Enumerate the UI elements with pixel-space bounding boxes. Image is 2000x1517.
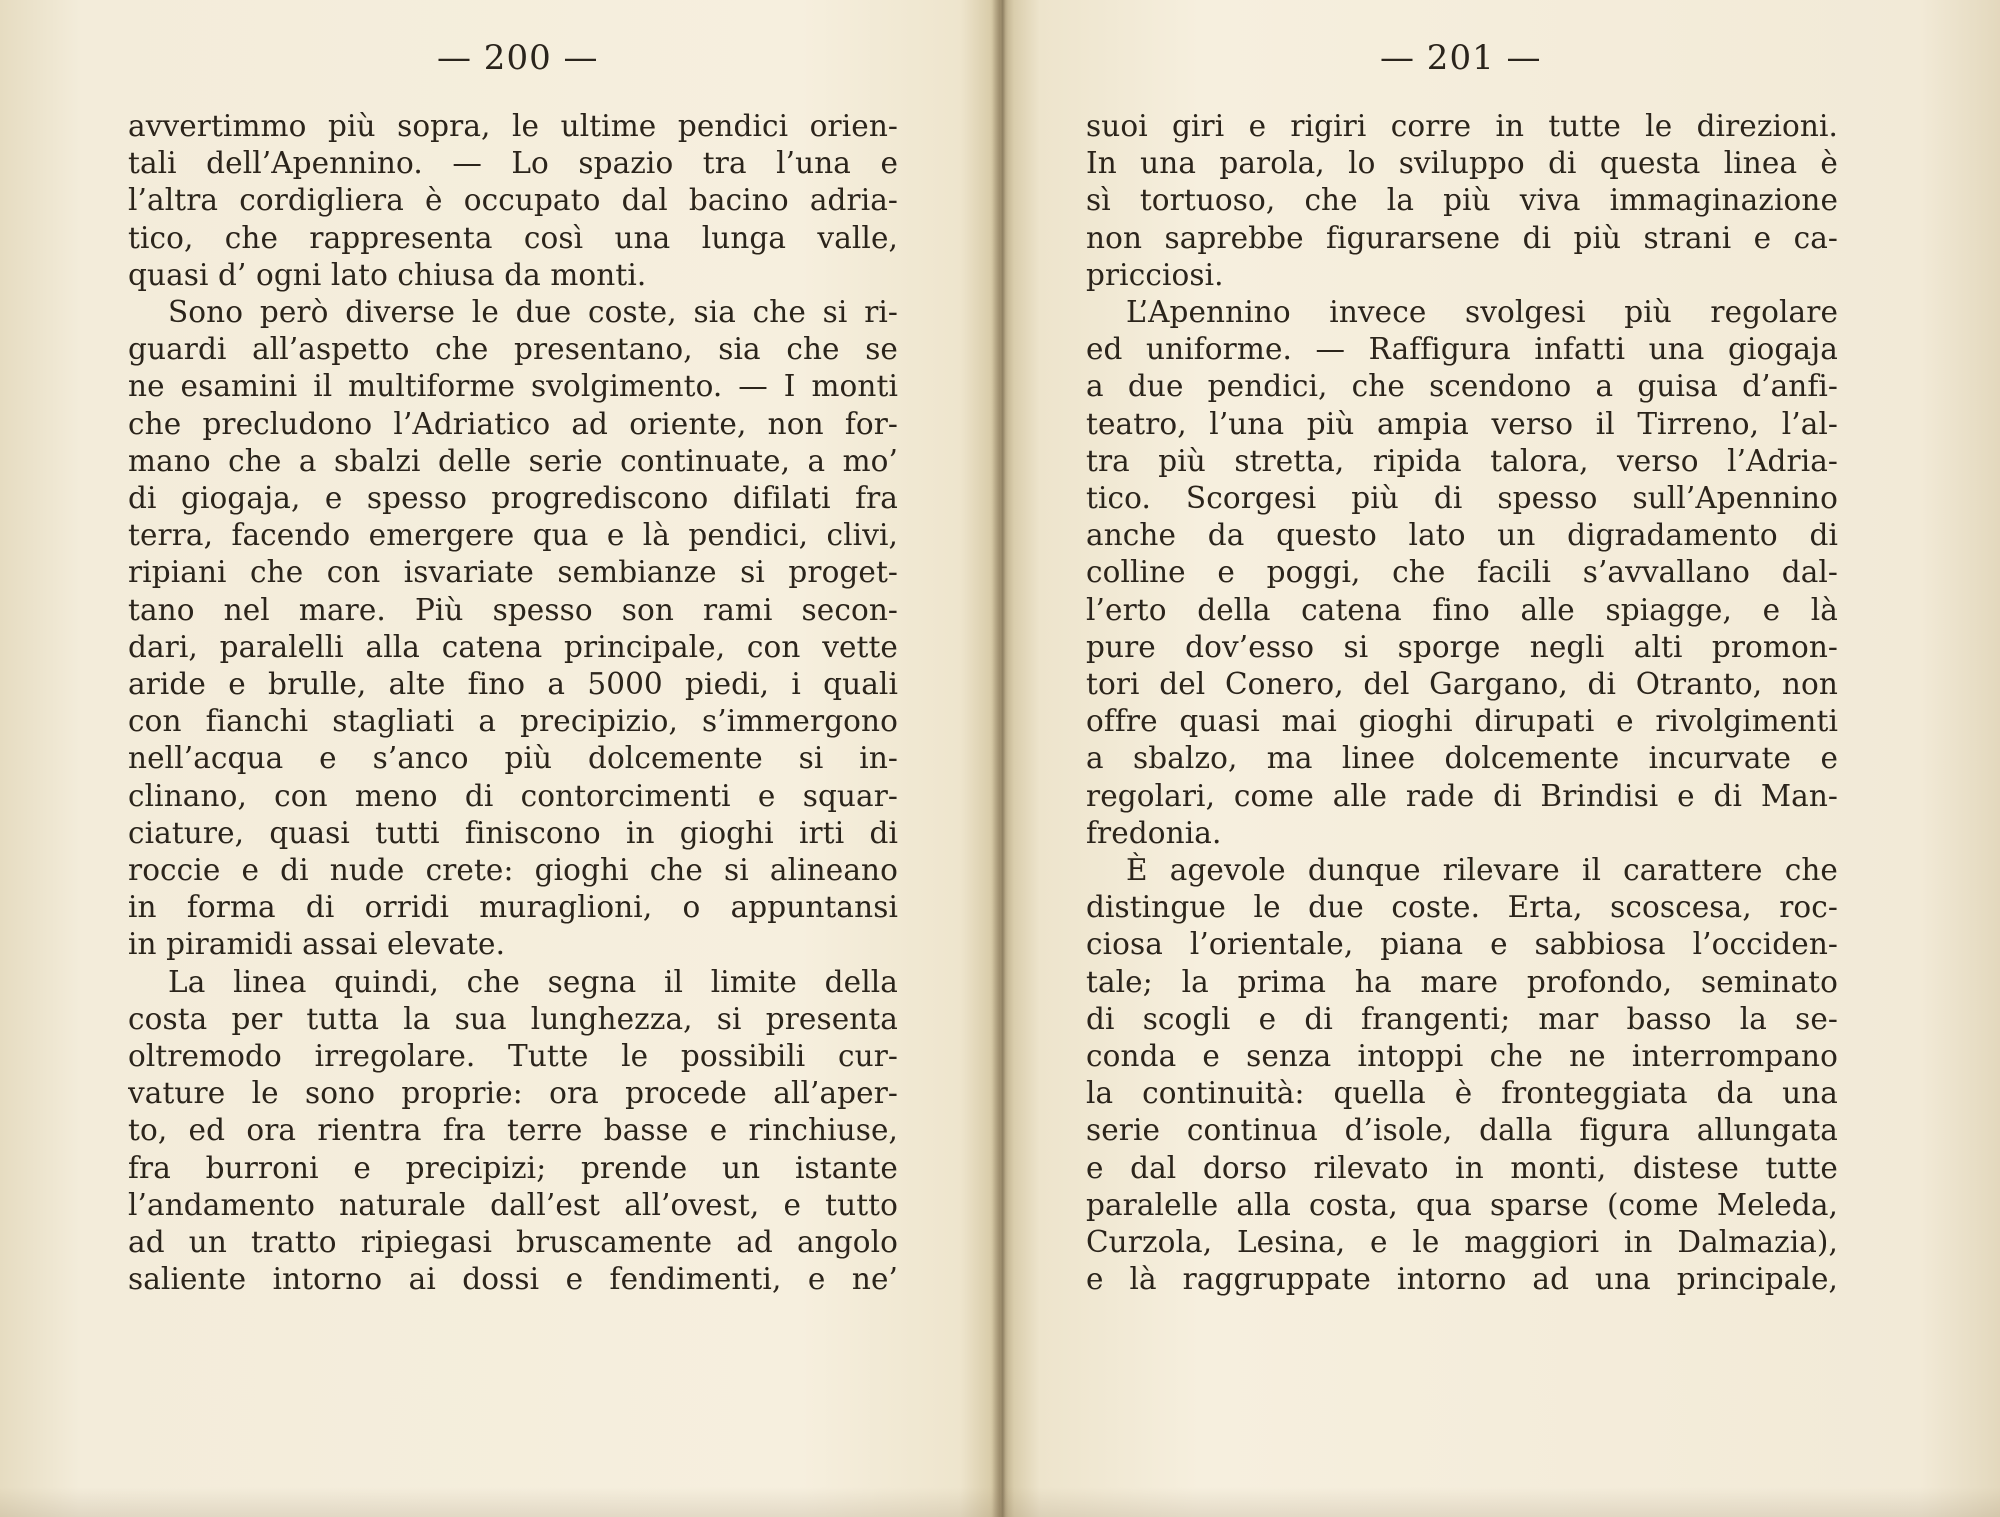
text-line: terra, facendo emergere qua e là pendici, clivi, <box>128 518 898 553</box>
text-line: di giogaja, e spesso progrediscono difilati fra <box>128 481 898 516</box>
text-line: roccie e di nude crete: gioghi che si alineano <box>128 853 898 888</box>
text-line: tico. Scorgesi più di spesso sull’Apennino <box>1086 481 1838 516</box>
text-line: avvertimmo più sopra, le ultime pendici orien- <box>128 109 898 143</box>
text-line: fra burroni e precipizi; prende un istante <box>128 1150 898 1185</box>
text-line: tra più stretta, ripida talora, verso l’Adria- <box>1086 443 1838 478</box>
text-line: a due pendici, che scendono a guisa d’anfi- <box>1086 369 1838 404</box>
text-line: anche da questo lato un digradamento di <box>1086 518 1838 553</box>
text-line: di scogli e di frangenti; mar basso la se- <box>1086 1001 1838 1036</box>
text-line: suoi giri e rigiri corre in tutte le direzioni. <box>1086 109 1838 143</box>
text-line: ed uniforme. — Raffigura infatti una giogaja <box>1086 332 1838 367</box>
text-line: vature le sono proprie: ora procede all’aper- <box>128 1076 898 1111</box>
text-line: ciosa l’orientale, piana e sabbiosa l’occiden- <box>1086 927 1838 962</box>
text-line: l’altra cordigliera è occupato dal bacino adria- <box>128 183 898 218</box>
text-line: L’Apennino invece svolgesi più regolare <box>1126 295 1838 330</box>
text-line: l’erto della catena fino alle spiagge, e là <box>1086 592 1838 627</box>
text-line: distingue le due coste. Erta, scoscesa, roc- <box>1086 890 1838 925</box>
text-line: tori del Conero, del Gargano, di Otranto, non <box>1086 667 1838 702</box>
text-line: pure dov’esso si sporge negli alti promon- <box>1086 629 1838 664</box>
text-line: in piramidi assai elevate. <box>128 927 506 962</box>
page-bottom-edge <box>0 1487 2000 1517</box>
text-line: l’andamento naturale dall’est all’ovest, e tutto <box>128 1187 898 1222</box>
text-line: saliente intorno ai dossi e fendimenti, e ne’ <box>128 1262 898 1297</box>
text-line: guardi all’aspetto che presentano, sia che se <box>128 332 898 367</box>
text-line: ne esamini il multiforme svolgimento. — I monti <box>128 369 898 404</box>
text-line: clinano, con meno di contorcimenti e squar- <box>128 778 898 813</box>
right-page-number: — 201 — <box>1380 38 1542 78</box>
text-line: quasi d’ ogni lato chiusa da monti. <box>128 257 647 292</box>
text-line: fredonia. <box>1086 815 1222 850</box>
text-line: sì tortuoso, che la più viva immaginazione <box>1086 183 1838 218</box>
text-line: tali dell’Apennino. — Lo spazio tra l’una e <box>128 146 898 181</box>
left-page-text <box>128 108 898 1299</box>
text-line: teatro, l’una più ampia verso il Tirreno, l’al- <box>1086 406 1838 441</box>
text-line: con fianchi stagliati a precipizio, s’immergono <box>128 704 898 739</box>
text-line: La linea quindi, che segna il limite della <box>168 964 898 999</box>
text-line: colline e poggi, che facili s’avvallano dal- <box>1086 555 1838 590</box>
text-line: tico, che rappresenta così una lunga valle, <box>128 220 898 255</box>
text-line: tano nel mare. Più spesso son rami secon- <box>128 592 898 627</box>
text-line: aride e brulle, alte fino a 5000 piedi, i quali <box>128 667 898 702</box>
text-line: che precludono l’Adriatico ad oriente, non for- <box>128 406 898 441</box>
text-line: offre quasi mai gioghi dirupati e rivolgimenti <box>1086 704 1838 739</box>
text-line: pricciosi. <box>1086 257 1224 292</box>
text-line: e dal dorso rilevato in monti, distese tutte <box>1086 1150 1838 1185</box>
text-line: Curzola, Lesina, e le maggiori in Dalmazia), <box>1086 1225 1838 1260</box>
text-line: conda e senza intoppi che ne interrompano <box>1086 1039 1838 1074</box>
left-page-number: — 200 — <box>437 38 599 78</box>
text-line: la continuità: quella è fronteggiata da una <box>1086 1076 1838 1111</box>
text-line: paralelle alla costa, qua sparse (come Meleda, <box>1086 1187 1838 1222</box>
text-line: a sbalzo, ma linee dolcemente incurvate e <box>1086 741 1838 776</box>
text-line: costa per tutta la sua lunghezza, si presenta <box>128 1001 898 1036</box>
text-line: nell’acqua e s’anco più dolcemente si in- <box>128 741 898 776</box>
text-line: regolari, come alle rade di Brindisi e di Man- <box>1086 778 1838 813</box>
text-line: dari, paralelli alla catena principale, con vette <box>128 629 898 664</box>
text-line: oltremodo irregolare. Tutte le possibili cur- <box>128 1039 898 1074</box>
text-line: In una parola, lo sviluppo di questa linea è <box>1086 146 1838 181</box>
text-line: non saprebbe figurarsene di più strani e ca- <box>1086 220 1838 255</box>
text-line: in forma di orridi muraglioni, o appuntansi <box>128 890 898 925</box>
text-line: È agevole dunque rilevare il carattere che <box>1126 853 1838 888</box>
text-line: mano che a sbalzi delle serie continuate, a mo’ <box>128 443 898 478</box>
text-line: tale; la prima ha mare profondo, seminato <box>1086 964 1838 999</box>
text-line: ripiani che con isvariate sembianze si proget- <box>128 555 898 590</box>
text-line: Sono però diverse le due coste, sia che si ri- <box>168 295 898 330</box>
text-line: ad un tratto ripiegasi bruscamente ad angolo <box>128 1225 898 1260</box>
text-line: e là raggruppate intorno ad una principale, <box>1086 1262 1838 1297</box>
right-page <box>1000 0 2000 1517</box>
right-page-text <box>1086 108 1838 1299</box>
text-line: ciature, quasi tutti finiscono in gioghi irti di <box>128 815 898 850</box>
text-line: to, ed ora rientra fra terre basse e rinchiuse, <box>128 1113 898 1148</box>
text-line: serie continua d’isole, dalla figura allungata <box>1086 1113 1838 1148</box>
